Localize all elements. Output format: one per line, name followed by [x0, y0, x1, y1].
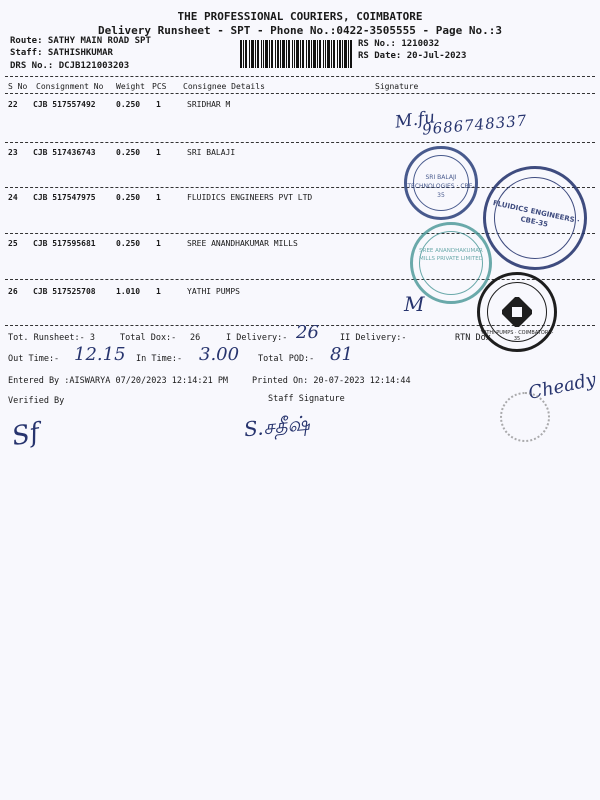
runsheet-title: Delivery Runsheet - SPT - Phone No.:0422-3505555 - Page No.:3 — [98, 24, 502, 37]
yathi-stamp-text: YATHI PUMPS · COIMBATORE-35 — [480, 330, 554, 342]
total-pod-value: 81 — [330, 344, 353, 365]
out-time-label: Out Time:- — [8, 354, 60, 364]
row-consignee: SRI BALAJI — [187, 148, 236, 157]
row-pcs: 1 — [156, 100, 161, 109]
staff: Staff: SATHISHKUMAR — [10, 48, 113, 58]
row-pcs: 1 — [156, 239, 161, 248]
staff-signature: S.சதீஷ் — [242, 410, 311, 442]
rs-date: RS Date: 20-Jul-2023 — [358, 51, 467, 61]
row-weight: 0.250 — [116, 239, 141, 248]
col-pcs: PCS — [152, 82, 167, 91]
row-consignee: SREE ANANDHAKUMAR MILLS — [187, 239, 298, 248]
row-pcs: 1 — [156, 193, 161, 202]
row-consignment: CJB 517547975 — [33, 193, 96, 202]
divider — [5, 93, 595, 94]
row-weight: 0.250 — [116, 100, 141, 109]
company-title: THE PROFESSIONAL COURIERS, COIMBATORE — [177, 10, 423, 23]
i-delivery-label: I Delivery:- — [226, 333, 288, 343]
row-consignee: FLUIDICS ENGINEERS PVT LTD — [187, 193, 313, 202]
ii-delivery-label: II Delivery:- — [340, 333, 407, 343]
total-dox-label: Total Dox:- — [120, 333, 177, 343]
row-consignment: CJB 517436743 — [33, 148, 96, 157]
balaji-stamp-text: SRI BALAJI TECHNOLOGIES · CBE-35 — [407, 174, 475, 199]
barcode — [240, 40, 352, 68]
row-sno: 26 — [8, 287, 18, 296]
staff-signature-label: Staff Signature — [268, 394, 345, 404]
route: Route: SATHY MAIN ROAD SPT — [10, 36, 151, 46]
mills-stamp-text: SREE ANANDHAKUMAR MILLS PRIVATE LIMITED — [419, 248, 483, 262]
faded-stamp — [500, 392, 550, 442]
verified-by-label: Verified By — [8, 396, 65, 406]
rtn-dox-label: RTN Dox — [455, 333, 491, 343]
row22-phone: 9686748337 — [421, 111, 529, 139]
balaji-stamp — [404, 146, 478, 220]
yathi-logo-icon — [502, 297, 532, 327]
col-consignment: Consignment No — [36, 82, 104, 91]
col-consignee: Consignee Details — [183, 82, 265, 91]
row-weight: 1.010 — [116, 287, 141, 296]
row26-signature: M — [404, 292, 425, 316]
row-sno: 22 — [8, 100, 18, 109]
in-time-label: In Time:- — [136, 354, 183, 364]
tot-runsheet: Tot. Runsheet:- 3 — [8, 333, 95, 343]
col-sno: S No — [8, 82, 28, 91]
row-pcs: 1 — [156, 148, 161, 157]
verified-signature: Sf — [9, 417, 42, 453]
drs-number: DRS No.: DCJB121003203 — [10, 61, 130, 71]
i-delivery-value: 26 — [296, 322, 319, 343]
col-signature: Signature — [375, 82, 419, 91]
row-pcs: 1 — [156, 287, 161, 296]
row-consignee: SRIDHAR M — [187, 100, 231, 109]
col-weight: Weight — [116, 82, 145, 91]
mills-stamp — [410, 222, 492, 304]
row-weight: 0.250 — [116, 148, 141, 157]
row-consignee: YATHI PUMPS — [187, 287, 240, 296]
rs-number: RS No.: 1210032 — [358, 39, 440, 49]
row22-signature: M.fu — [393, 107, 437, 133]
row-consignment: CJB 517557492 — [33, 100, 96, 109]
total-dox-value: 26 — [190, 333, 201, 343]
printed-on: Printed On: 20-07-2023 12:14:44 — [252, 376, 411, 386]
fluidics-stamp-text: FLUIDICS ENGINEERS · CBE-35 — [492, 199, 581, 229]
row-divider — [5, 142, 595, 143]
divider — [5, 76, 595, 77]
row-consignment: CJB 517525708 — [33, 287, 96, 296]
row-sno: 24 — [8, 193, 18, 202]
row-consignment: CJB 517595681 — [33, 239, 96, 248]
total-pod-label: Total POD:- — [258, 354, 315, 364]
row-sno: 25 — [8, 239, 18, 248]
in-time-value: 3.00 — [199, 344, 240, 365]
right-signature: Cheady — [526, 369, 598, 404]
row-weight: 0.250 — [116, 193, 141, 202]
row-sno: 23 — [8, 148, 18, 157]
out-time-value: 12.15 — [74, 344, 126, 365]
entered-by: Entered By :AISWARYA 07/20/2023 12:14:21 PM — [8, 376, 229, 386]
